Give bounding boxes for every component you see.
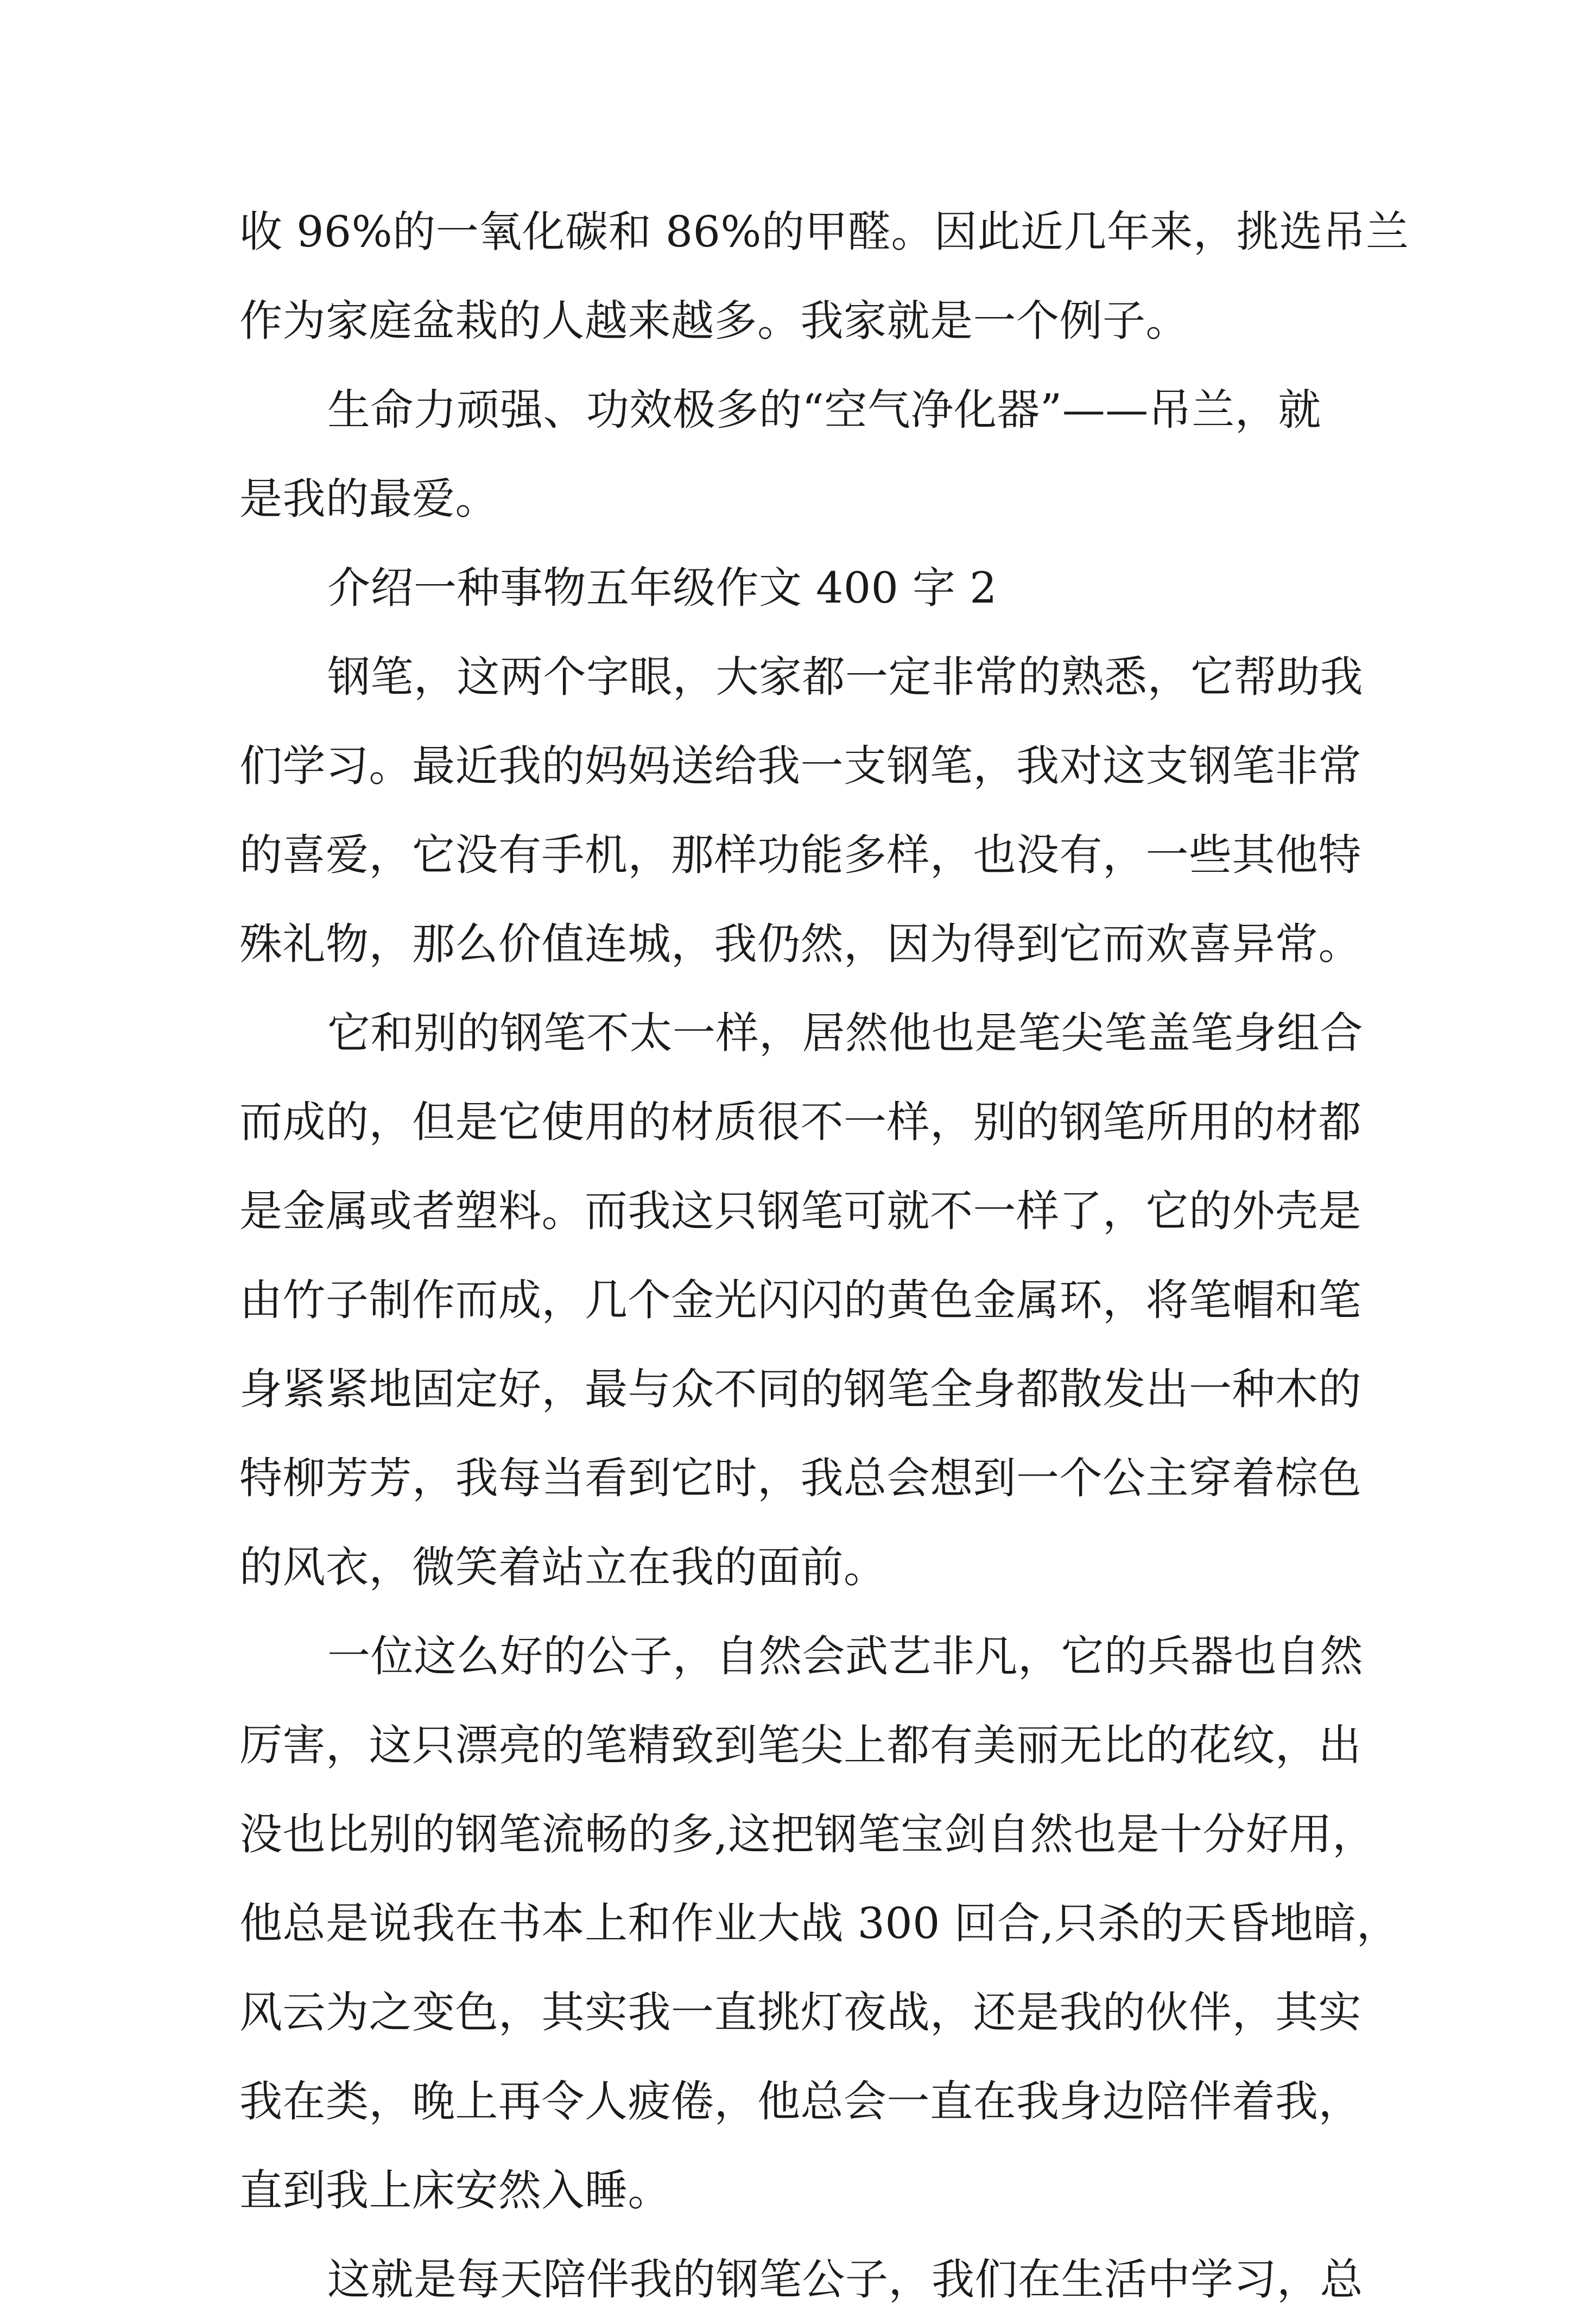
text-line-18: 厉害，这只漂亮的笔精致到笔尖上都有美丽无比的花纹，出: [239, 1720, 1361, 1770]
text-line-10: 它和别的钢笔不太一样，居然他也是笔尖笔盖笔身组合: [327, 1008, 1363, 1058]
text-line-13: 由竹子制作而成，几个金光闪闪的黄色金属环，将笔帽和笔: [239, 1275, 1361, 1325]
text-line-17: 一位这么好的公子，自然会武艺非凡，它的兵器也自然: [327, 1631, 1363, 1681]
text-line-20: 他总是说我在书本上和作业大战 300 回合,只杀的天昏地暗，: [239, 1898, 1400, 1948]
text-line-9: 殊礼物，那么价值连城，我仍然，因为得到它而欢喜异常。: [239, 919, 1361, 969]
document-body: [239, 187, 1409, 2324]
text-line-16: 的风衣，微笑着站立在我的面前。: [239, 1542, 887, 1592]
text-line-15: 特柳芳芳，我每当看到它时，我总会想到一个公主穿着棕色: [239, 1453, 1361, 1503]
text-line-11: 而成的，但是它使用的材质很不一样，别的钢笔所用的材都: [239, 1097, 1361, 1147]
text-line-1: 收 96%的一氧化碳和 86%的甲醛。因此近几年来，挑选吊兰: [239, 207, 1409, 257]
text-line-14: 身紧紧地固定好，最与众不同的钢笔全身都散发出一种木的: [239, 1364, 1361, 1414]
text-line-22: 我在类，晚上再令人疲倦，他总会一直在我身边陪伴着我，: [239, 2076, 1361, 2126]
text-line-23: 直到我上床安然入睡。: [239, 2165, 671, 2215]
text-line-2: 作为家庭盆栽的人越来越多。我家就是一个例子。: [239, 296, 1189, 346]
text-line-3: 生命力顽强、功效极多的“空气净化器”——吊兰，就: [327, 385, 1321, 435]
text-line-8: 的喜爱，它没有手机，那样功能多样，也没有，一些其他特: [239, 830, 1361, 880]
section-heading: 介绍一种事物五年级作文 400 字 2: [327, 563, 997, 613]
text-line-24: 这就是每天陪伴我的钢笔公子，我们在生活中学习，总: [327, 2255, 1363, 2304]
text-line-6: 钢笔，这两个字眼，大家都一定非常的熟悉，它帮助我: [327, 652, 1363, 702]
text-line-21: 风云为之变色，其实我一直挑灯夜战，还是我的伙伴，其实: [239, 1987, 1361, 2037]
text-line-7: 们学习。最近我的妈妈送给我一支钢笔，我对这支钢笔非常: [239, 741, 1361, 791]
text-line-12: 是金属或者塑料。而我这只钢笔可就不一样了，它的外壳是: [239, 1186, 1361, 1236]
text-line-19: 没也比别的钢笔流畅的多,这把钢笔宝剑自然也是十分好用，: [239, 1809, 1376, 1859]
text-line-4: 是我的最爱。: [239, 474, 498, 524]
